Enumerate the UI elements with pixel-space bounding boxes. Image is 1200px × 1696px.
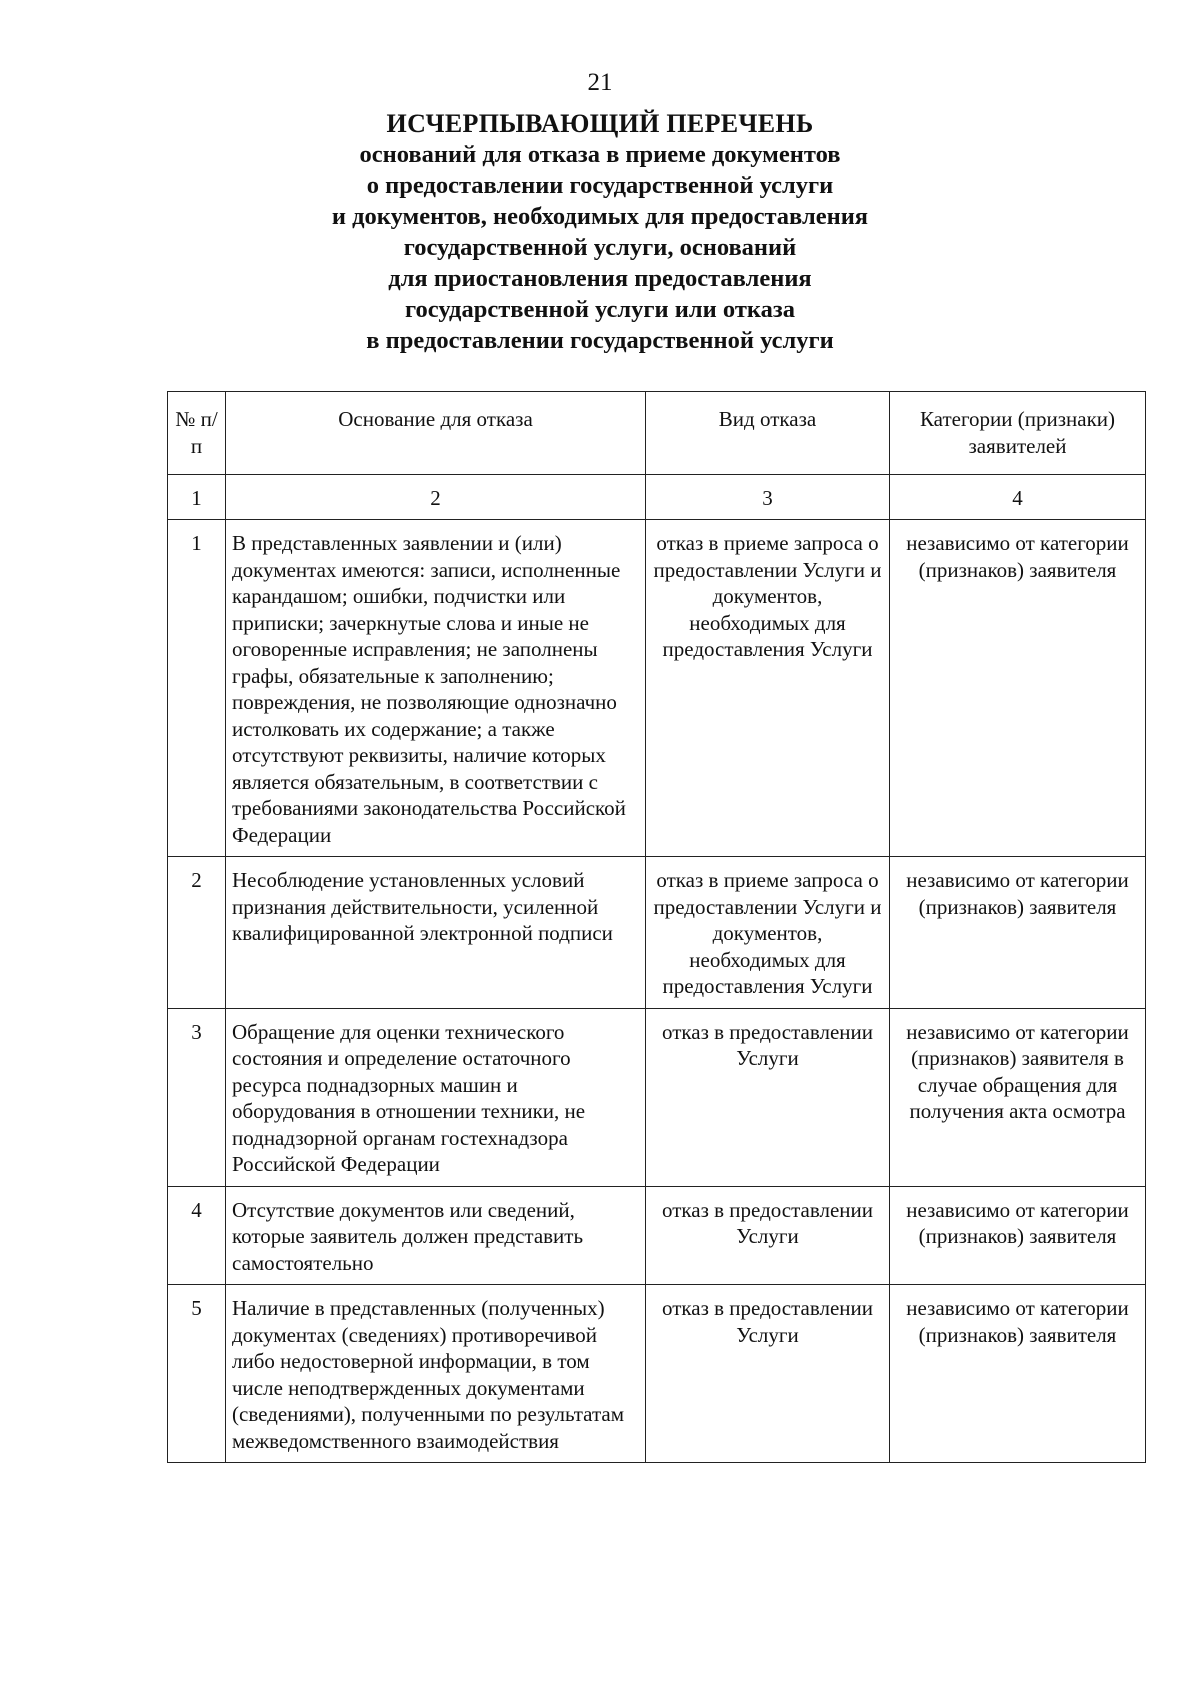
header-category: Категории (признаки) заявителей [890, 392, 1146, 475]
column-index: 1 [168, 475, 226, 520]
header-kind: Вид отказа [646, 392, 890, 475]
table-row [168, 1186, 1146, 1285]
page-number: 21 [587, 69, 613, 96]
title-line: государственной услуги, оснований [403, 234, 797, 261]
table-row [168, 857, 1146, 1009]
row-reason: Наличие в представленных (полученных) документах (сведениях) противоречивой либо недостоверной информации, в том числе неподтвержденных документами (сведениями), полученными по результатам межведомственного взаимодействия [226, 1285, 646, 1463]
row-kind: отказ в предоставлении Услуги [646, 1186, 890, 1285]
row-number: 3 [168, 1008, 226, 1186]
row-kind: отказ в приеме запроса о предоставлении Услуги и документов, необходимых для предоставления Услуги [646, 857, 890, 1009]
row-category: независимо от категории (признаков) заявителя [890, 520, 1146, 857]
row-category: независимо от категории (признаков) заявителя [890, 1186, 1146, 1285]
row-category: независимо от категории (признаков) заявителя [890, 857, 1146, 1009]
title-line: для приостановления предоставления [388, 265, 812, 292]
column-index: 2 [226, 475, 646, 520]
row-category: независимо от категории (признаков) заявителя в случае обращения для получения акта осмотра [890, 1008, 1146, 1186]
column-index-row [168, 475, 1146, 520]
refusal-grounds-table [167, 391, 1146, 1463]
table-row [168, 520, 1146, 857]
title-line: государственной услуги или отказа [405, 296, 795, 323]
title-line: в предоставлении государственной услуги [366, 327, 834, 354]
title-line: и документов, необходимых для предоставления [331, 203, 869, 230]
title-line: о предоставлении государственной услуги [366, 172, 834, 199]
row-number: 1 [168, 520, 226, 857]
table-row [168, 1008, 1146, 1186]
row-number: 2 [168, 857, 226, 1009]
document-title [200, 108, 1000, 356]
row-kind: отказ в приеме запроса о предоставлении Услуги и документов, необходимых для предоставления Услуги [646, 520, 890, 857]
column-index: 4 [890, 475, 1146, 520]
row-reason: Несоблюдение установленных условий признания действительности, усиленной квалифицированной электронной подписи [226, 857, 646, 1009]
table-row [168, 1285, 1146, 1463]
header-reason: Основание для отказа [226, 392, 646, 475]
column-index: 3 [646, 475, 890, 520]
row-number: 4 [168, 1186, 226, 1285]
row-kind: отказ в предоставлении Услуги [646, 1285, 890, 1463]
row-category: независимо от категории (признаков) заявителя [890, 1285, 1146, 1463]
header-num: № п/п [168, 392, 226, 475]
row-reason: Отсутствие документов или сведений, которые заявитель должен представить самостоятельно [226, 1186, 646, 1285]
row-number: 5 [168, 1285, 226, 1463]
row-reason: Обращение для оценки технического состояния и определение остаточного ресурса поднадзорных машин и оборудования в отношении техники, не поднадзорной органам гостехнадзора Российской Федерации [226, 1008, 646, 1186]
title-main: ИСЧЕРПЫВАЮЩИЙ ПЕРЕЧЕНЬ [386, 109, 814, 138]
row-reason: В представленных заявлении и (или) документах имеются: записи, исполненные карандашом; ошибки, подчистки или приписки; зачеркнутые слова и иные не оговоренные исправления; не заполнены графы, обязательные к заполнению; повреждения, не позволяющие однозначно истолковать их содержание; а также отсутствуют реквизиты, наличие которых является обязательным, в соответствии с требованиями законодательства Российской Федерации [226, 520, 646, 857]
title-line: оснований для отказа в приеме документов [359, 141, 841, 168]
table-header-row [168, 392, 1146, 475]
row-kind: отказ в предоставлении Услуги [646, 1008, 890, 1186]
